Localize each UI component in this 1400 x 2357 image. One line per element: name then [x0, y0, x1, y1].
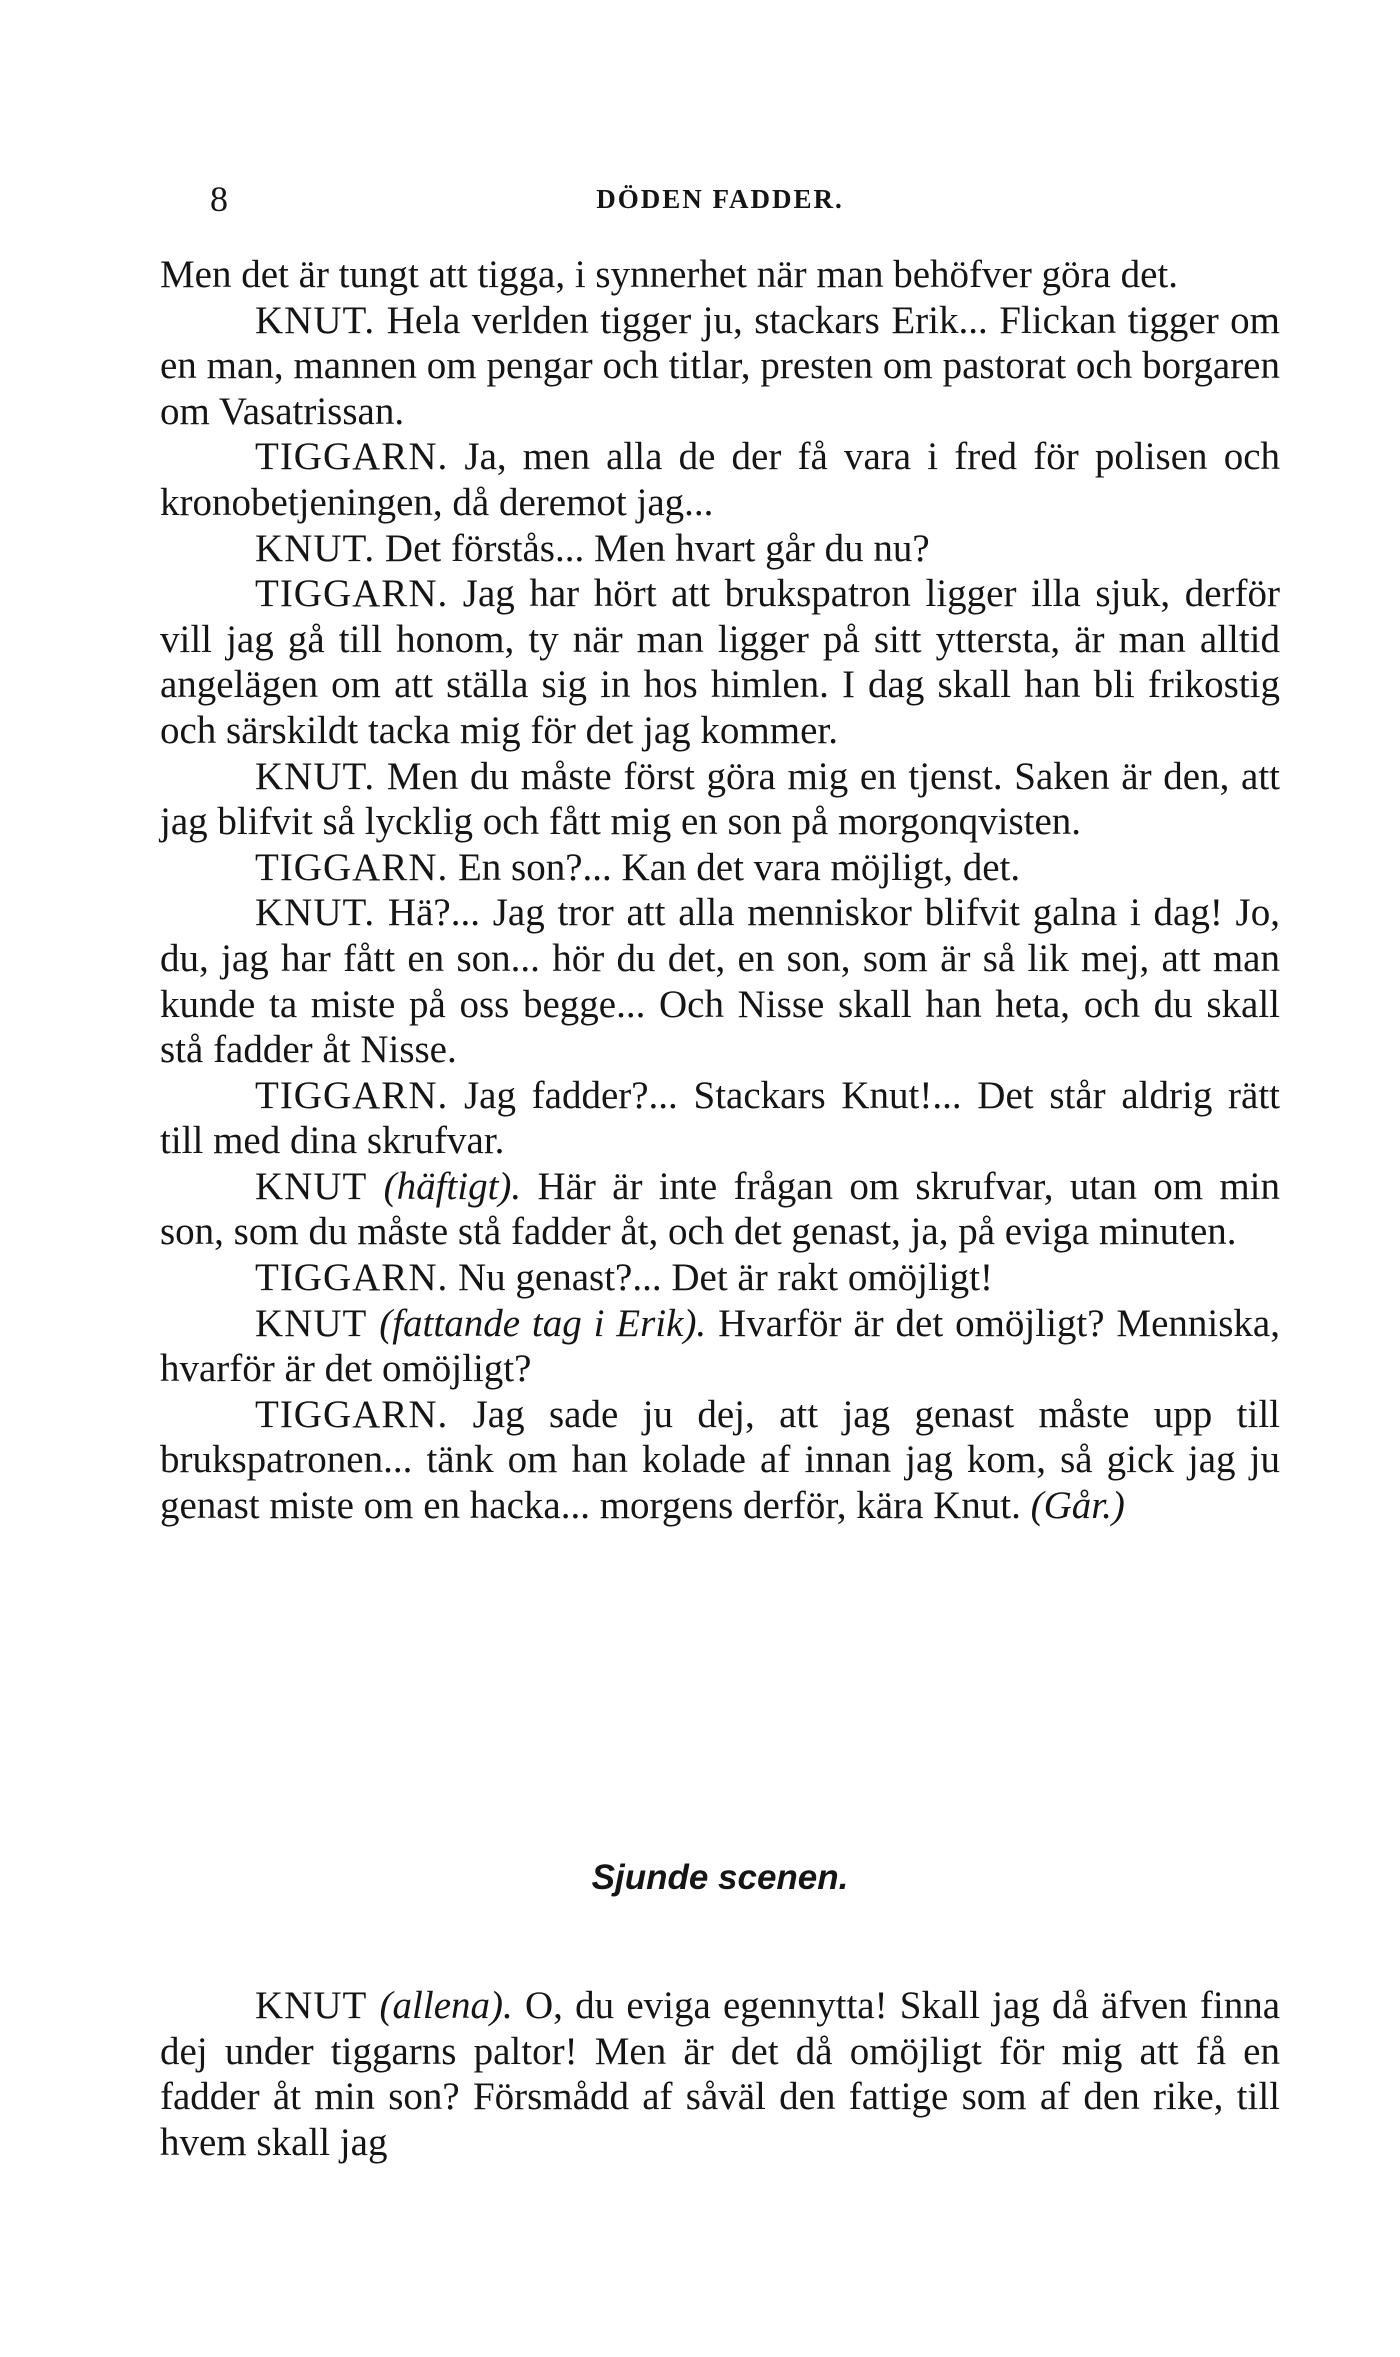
speech-tiggarn-1	[160, 434, 1280, 525]
speaker-name: KNUT	[255, 1164, 368, 1208]
stage-direction: (allena).	[379, 1984, 513, 2027]
running-head: DÖDEN FADDER.	[596, 184, 844, 214]
speech-tiggarn-2	[160, 571, 1280, 753]
speaker-name: TIGGARN.	[255, 572, 449, 616]
speaker-name: TIGGARN.	[255, 435, 449, 479]
speech-text: Jag har hört att brukspatron ligger illa sjuk, derför vill jag gå till honom, ty när man ligger på sitt yttersta, är man alltid angelägen om att ställa sig in hos himlen. I dag skall han bli frikostig och särskildt tacka mig för det jag kommer.	[160, 572, 1280, 752]
speech-text: Nu genast?... Det är rakt omöjligt!	[457, 1256, 993, 1300]
speech-knut-2	[160, 526, 1280, 572]
stage-direction: (häftigt).	[383, 1164, 522, 1208]
speech-knut-1	[160, 298, 1280, 435]
stage-direction: (Går.)	[1030, 1484, 1125, 1528]
speaker-name: KNUT.	[255, 754, 376, 798]
speech-text: Hvarför är det omöjligt? Menniska, hvarför är det omöjligt?	[160, 1301, 1280, 1391]
speech-text: O, du eviga egennytta! Skall jag då äfven finna dej under tiggarns paltor! Men är det då omöjligt för mig att få en fadder åt min son? Försmådd af såväl den fattige som af den rike, till hvem skall jag	[160, 1984, 1281, 2164]
stage-direction: (fattande tag i Erik).	[379, 1301, 707, 1345]
speech-tiggarn-6	[160, 1392, 1280, 1529]
speech-knut-3	[160, 754, 1280, 845]
page-header	[160, 178, 1280, 228]
paragraph: Men det är tungt att tigga, i synnerhet när man behöfver göra det.	[160, 253, 1178, 296]
speech-tiggarn-5	[160, 1255, 1280, 1301]
speech-knut-6	[160, 1301, 1280, 1392]
speaker-name: KNUT	[255, 1301, 368, 1345]
speech-text: Ja, men alla de der få vara i fred för polisen och kronobetjeningen, då deremot jag...	[160, 435, 1281, 524]
speech-knut-5	[160, 1164, 1280, 1255]
speech-text: Det förstås... Men hvart går du nu?	[384, 526, 930, 570]
speaker-name: KNUT.	[255, 891, 376, 935]
speech-knut-4	[160, 890, 1280, 1072]
speech-text: Hä?... Jag tror att alla menniskor blifvit galna i dag! Jo, du, jag har fått en son... hör du det, en son, som är så lik mej, att man kunde ta miste på oss begge... Och Nisse skall han heta, och du skall stå fadder åt Nisse.	[160, 891, 1280, 1072]
speech-text: Hela verlden tigger ju, stackars Erik... Flickan tigger om en man, mannen om pengar och titlar, presten om pastorat och borgaren om Vasatrissan.	[160, 298, 1281, 433]
speech-text: Jag sade ju dej, att jag genast måste upp till brukspatronen... tänk om han kolade af innan jag kom, så gick jag ju genast miste om en hacka... morgens derför, kära Knut.	[160, 1392, 1280, 1528]
dialogue-block	[160, 252, 1280, 1529]
speech-text: Jag fadder?... Stackars Knut!... Det står aldrig rätt till med dina skrufvar.	[160, 1073, 1280, 1163]
scene-heading: Sjunde scenen.	[591, 1858, 849, 1897]
speaker-name: KNUT.	[255, 526, 376, 570]
speaker-name: KNUT	[255, 1984, 368, 2027]
speech-tiggarn-4	[160, 1073, 1280, 1164]
speaker-name: KNUT.	[255, 298, 376, 342]
speech-text: Men du måste först göra mig en tjenst. Saken är den, att jag blifvit så lycklig och fått mig en son på morgonqvisten.	[160, 754, 1280, 844]
speaker-name: TIGGARN.	[255, 1392, 449, 1436]
speech-tiggarn-3	[160, 845, 1280, 891]
speech-text: En son?... Kan det vara möjligt, det.	[457, 845, 1021, 889]
page-number: 8	[210, 179, 228, 219]
speaker-name: TIGGARN.	[255, 1256, 449, 1300]
speech-knut-monologue	[160, 1983, 1280, 2165]
speech-text: Här är inte frågan om skrufvar, utan om min son, som du måste stå fadder åt, och det genast, ja, på eviga minuten.	[160, 1164, 1280, 1254]
speaker-name: TIGGARN.	[255, 845, 449, 889]
speaker-name: TIGGARN.	[255, 1073, 449, 1117]
monologue-block	[160, 1983, 1280, 2165]
